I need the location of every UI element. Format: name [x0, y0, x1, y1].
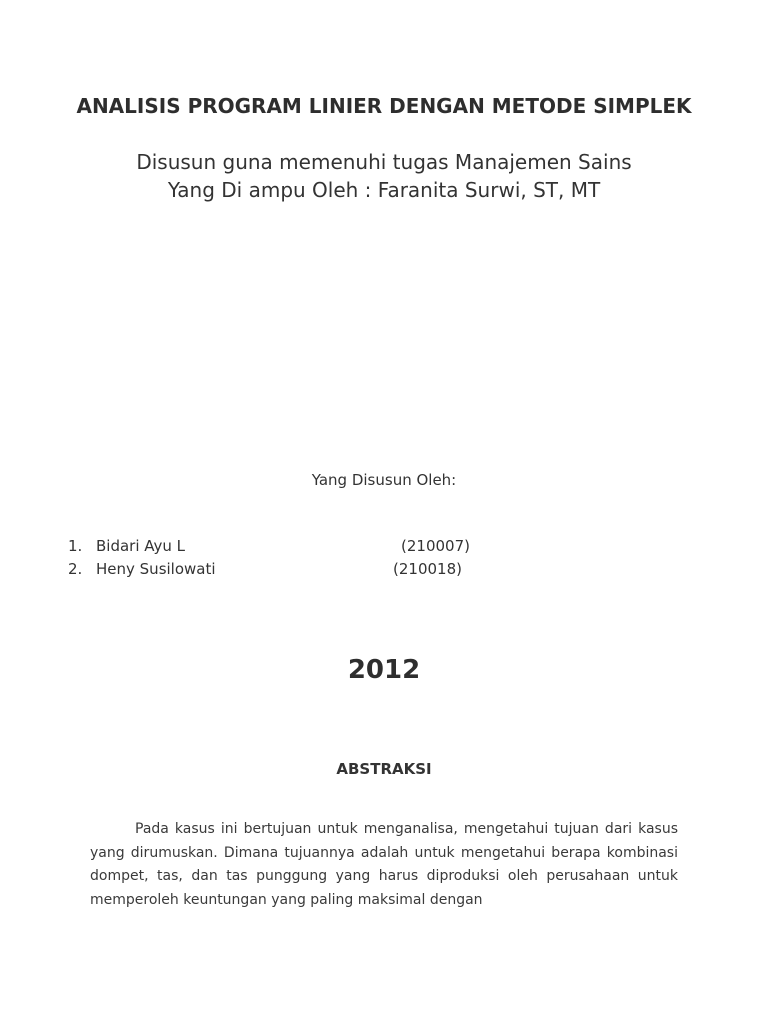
author-number: 1.: [68, 537, 83, 555]
author-name: Bidari Ayu L: [96, 537, 186, 555]
abstract-paragraph: Pada kasus ini bertujuan untuk menganalisa, mengetahui tujuan dari kasus yang dirumuskan. Dimana tujuannya adalah untuk mengetahui berapa kombinasi dompet, tas, dan tas punggung yang harus diproduksi oleh perusahaan untuk memperoleh keuntungan yang paling maksimal dengan: [90, 821, 678, 908]
prepared-by-label: Yang Disusun Oleh:: [311, 471, 457, 489]
document-year: 2012: [347, 655, 421, 685]
author-row: [68, 535, 568, 558]
author-list: [68, 535, 568, 581]
author-student-id: (210007): [401, 537, 470, 555]
abstract-heading: ABSTRAKSI: [336, 760, 432, 778]
document-subtitle-line1: Disusun guna memenuhi tugas Manajemen Sains: [136, 150, 632, 174]
author-name: Heny Susilowati: [96, 560, 216, 578]
author-number: 2.: [68, 560, 83, 578]
document-title: ANALISIS PROGRAM LINIER DENGAN METODE SIMPLEK: [76, 94, 692, 118]
author-row: [68, 558, 568, 581]
document-subtitle-line2: Yang Di ampu Oleh : Faranita Surwi, ST, MT: [167, 178, 601, 202]
author-student-id: (210018): [393, 560, 462, 578]
